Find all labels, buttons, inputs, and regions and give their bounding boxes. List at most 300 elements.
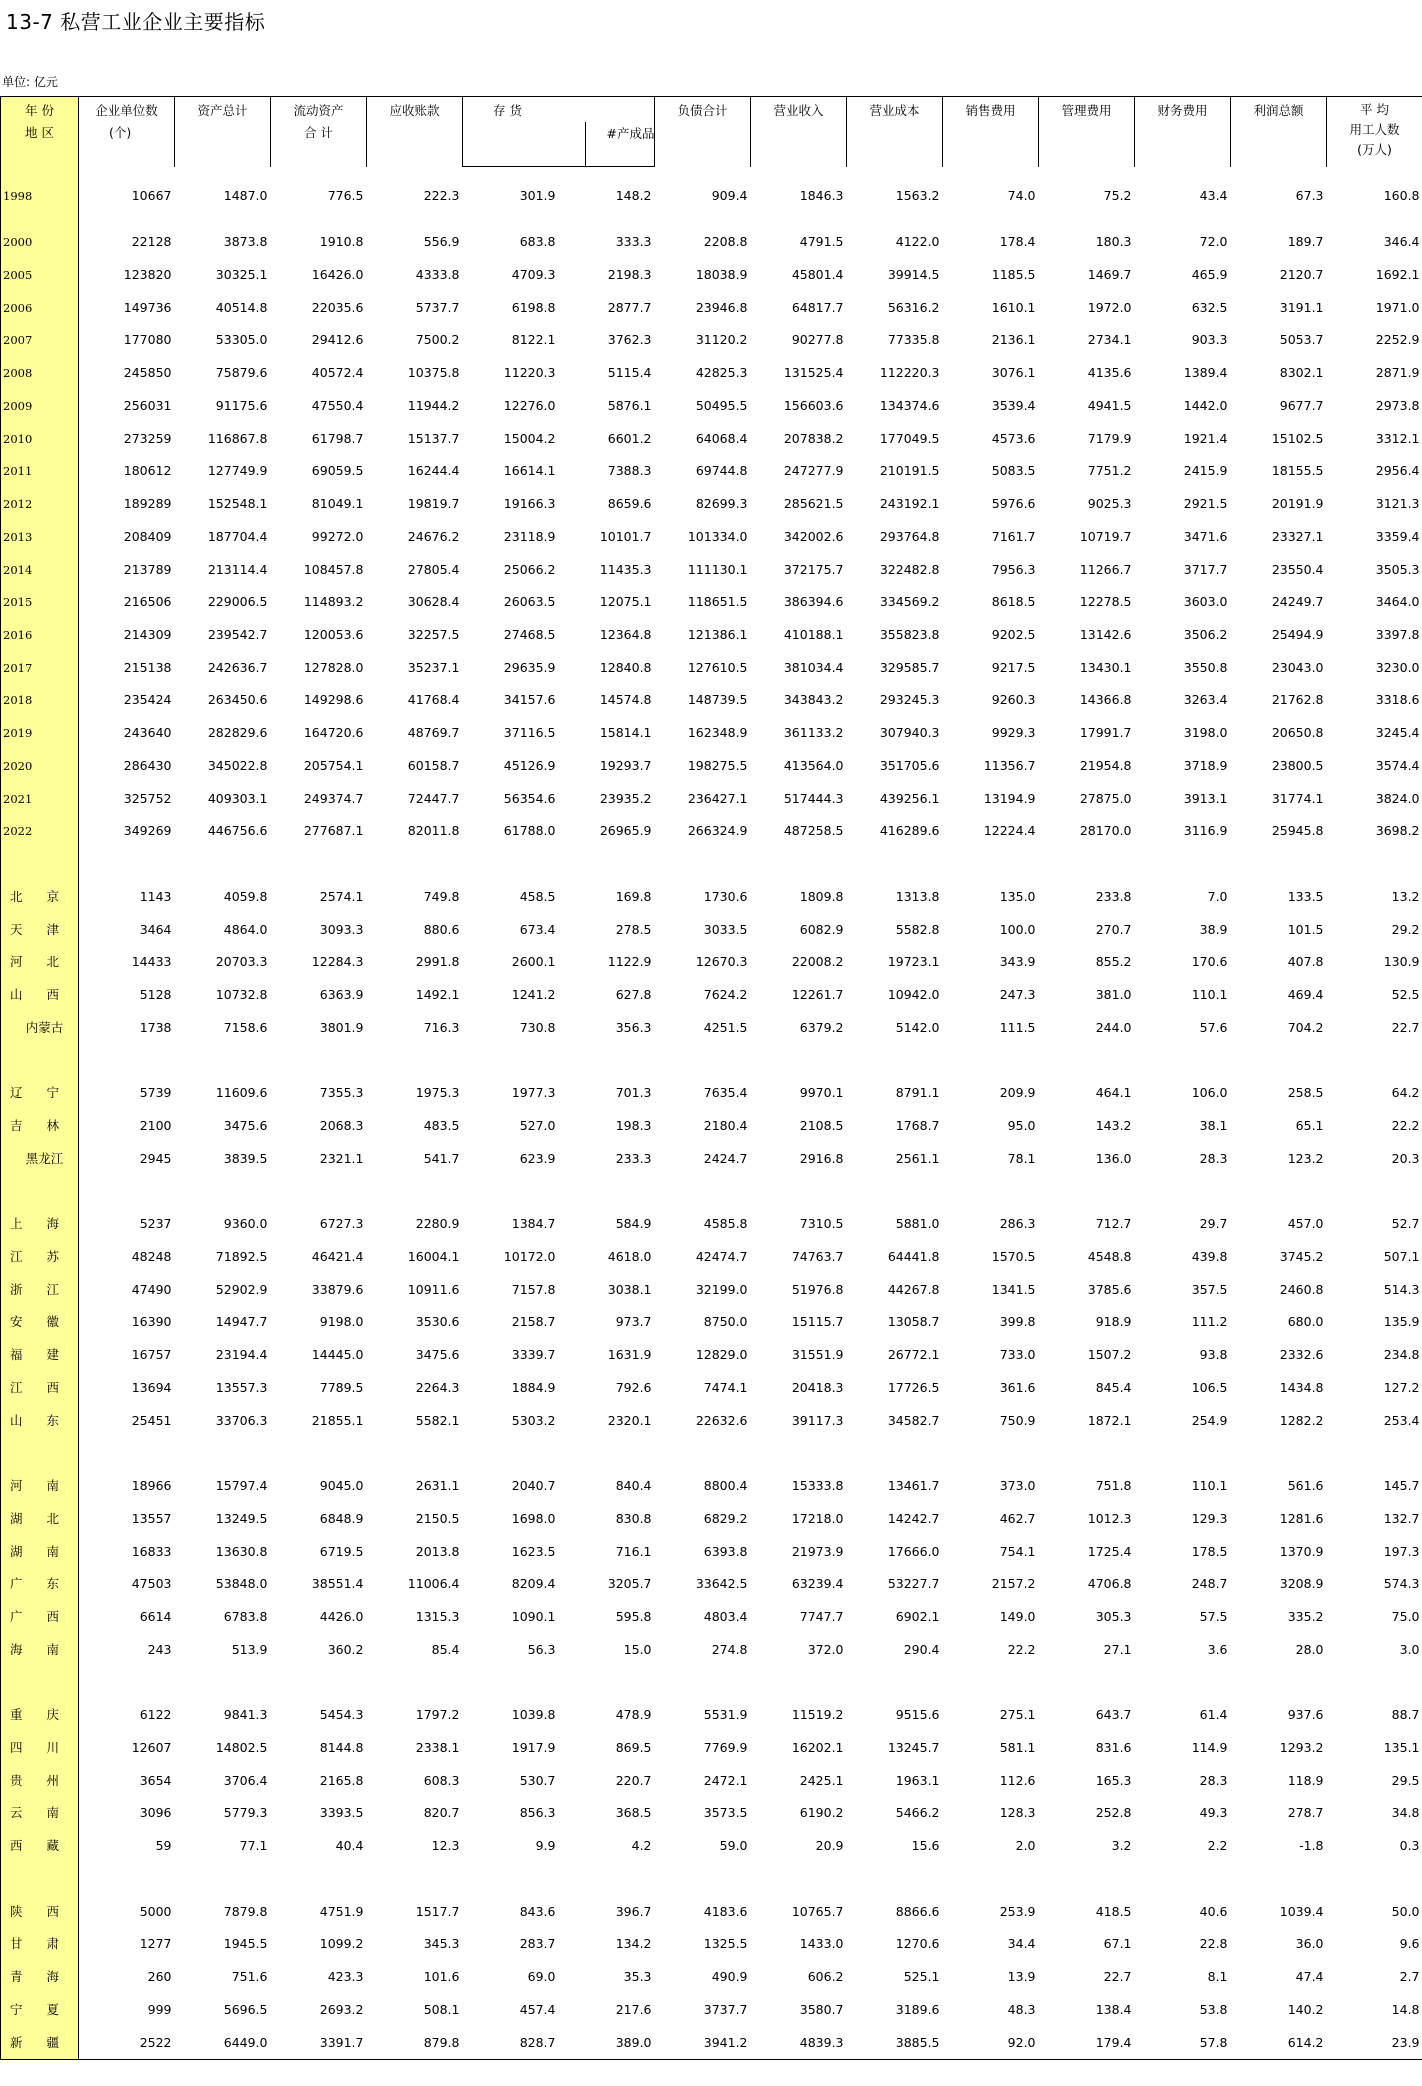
table-cell: 7879.8 [223, 1903, 268, 1919]
table-cell: 10172.0 [503, 1248, 556, 1264]
table-cell: 20703.3 [215, 954, 268, 970]
table-cell: 6379.2 [799, 1019, 844, 1035]
table-cell: 343843.2 [783, 692, 844, 708]
table-row [1, 815, 1422, 848]
table-cell: 1517.7 [415, 1903, 460, 1919]
table-cell: 216506 [123, 594, 172, 610]
table-cell: 222.3 [423, 188, 460, 204]
region-label: 吉 林 [1, 1110, 79, 1143]
table-cell: 3824.0 [1375, 790, 1420, 806]
table-cell: 180.3 [1095, 234, 1132, 250]
table-cell: 508.1 [423, 2001, 460, 2017]
table-cell: 17666.0 [887, 1543, 940, 1559]
table-cell: 2877.7 [607, 299, 652, 315]
table-cell: 820.7 [423, 1805, 460, 1821]
table-cell: 879.8 [367, 2026, 463, 2059]
table-cell [79, 1044, 175, 1077]
table-cell [943, 1044, 1039, 1077]
table-cell: 5115.4 [607, 365, 652, 381]
table-cell: 2338.1 [415, 1739, 460, 1755]
table-cell: 217.6 [615, 2001, 652, 2017]
table-cell [367, 1437, 463, 1470]
table-cell: 15137.7 [407, 430, 460, 446]
table-cell: 8659.6 [607, 496, 652, 512]
table-cell: 248.7 [1191, 1576, 1228, 1592]
table-cell: 418.5 [1095, 1903, 1132, 1919]
table-cell: 13694 [131, 1379, 172, 1395]
table-cell: 19293.7 [599, 757, 652, 773]
col-header-current-assets [271, 97, 367, 167]
table-cell: 4426.0 [319, 1609, 364, 1625]
table-cell: 3116.9 [1183, 823, 1228, 839]
table-cell: 22.2 [1391, 1118, 1420, 1134]
table-cell: 32199.0 [695, 1281, 748, 1297]
table-row [1, 1142, 1422, 1175]
table-cell: 1631.9 [607, 1347, 652, 1363]
table-cell: 135.0 [999, 888, 1036, 904]
table-cell: 285621.5 [783, 496, 844, 512]
table-cell [1039, 1863, 1135, 1896]
table-cell: 214309 [123, 627, 172, 642]
table-cell: 45801.4 [791, 266, 844, 282]
table-cell: 606.2 [807, 1969, 844, 1985]
table-cell: 90277.8 [791, 332, 844, 348]
table-cell: 2040.7 [511, 1478, 556, 1494]
table-cell: 207838.2 [783, 430, 844, 446]
table-cell [1039, 1175, 1135, 1208]
col-header-text: 营业收入 [773, 103, 824, 118]
table-cell: 165.3 [1095, 1772, 1132, 1788]
table-cell: 239542.7 [207, 627, 268, 642]
table-cell [271, 1044, 367, 1077]
table-cell: 3530.6 [415, 1314, 460, 1330]
table-cell: 30325.1 [215, 266, 268, 282]
table-cell: 1972.0 [1087, 299, 1132, 315]
table-cell: 9.9 [535, 1838, 556, 1854]
table-cell: 28.3 [1199, 1150, 1228, 1166]
table-cell: 75879.6 [215, 365, 268, 381]
table-cell: 130.9 [1383, 954, 1420, 970]
table-cell: 3096 [139, 1805, 172, 1821]
table-cell: 973.7 [615, 1314, 652, 1330]
table-cell: 21954.8 [1079, 757, 1132, 773]
table-cell: 3785.6 [1087, 1281, 1132, 1297]
region-label: 广 西 [1, 1601, 79, 1634]
table-cell: 60158.7 [407, 757, 460, 773]
table-cell: 252.8 [1095, 1805, 1132, 1821]
table-cell: 2561.1 [895, 1150, 940, 1166]
table-cell: 9217.5 [991, 659, 1036, 675]
table-cell: 10942.0 [887, 987, 940, 1003]
table-cell: 3397.8 [1375, 627, 1420, 642]
table-cell: 33642.5 [695, 1576, 748, 1592]
table-cell: 243 [147, 1641, 172, 1657]
table-cell: 127610.5 [687, 659, 748, 675]
region-label: 云 南 [1, 1797, 79, 1830]
table-cell: 4618.0 [607, 1248, 652, 1264]
region-label: 四 川 [1, 1732, 79, 1765]
table-cell: 1738 [139, 1019, 172, 1035]
table-cell [559, 848, 655, 881]
table-cell [559, 1863, 655, 1896]
table-cell: 13.9 [1007, 1969, 1036, 1985]
table-cell: 530.7 [519, 1772, 556, 1788]
table-cell: 2100 [139, 1118, 172, 1134]
table-cell: 716.1 [615, 1543, 652, 1559]
col-header-selling-expenses [943, 97, 1039, 167]
table-cell: 189.7 [1287, 234, 1324, 250]
table-cell: 3475.6 [415, 1347, 460, 1363]
spacer-row [1, 1175, 1422, 1208]
table-cell: 234.8 [1383, 1347, 1420, 1363]
table-cell: 42474.7 [695, 1248, 748, 1264]
table-cell [1231, 1044, 1327, 1077]
table-cell [751, 1437, 847, 1470]
table-cell [79, 1437, 175, 1470]
table-cell: 2320.1 [607, 1412, 652, 1428]
table-cell: 258.5 [1287, 1085, 1324, 1101]
table-cell: 9970.1 [799, 1085, 844, 1101]
table-row [1, 1110, 1422, 1143]
table-cell: 13430.1 [1079, 659, 1132, 675]
table-cell: 14433 [131, 954, 172, 970]
table-cell: 10375.8 [407, 365, 460, 381]
table-cell: 132.7 [1383, 1510, 1420, 1526]
table-cell: 5053.7 [1279, 332, 1324, 348]
table-cell: 357.5 [1191, 1281, 1228, 1297]
table-cell [175, 1044, 271, 1077]
table-cell [847, 1175, 943, 1208]
table-cell [751, 848, 847, 881]
spacer-row [1, 1437, 1422, 1470]
table-cell: 11356.7 [983, 757, 1036, 773]
table-cell: 410188.1 [783, 627, 844, 642]
table-cell: 3913.1 [1183, 790, 1228, 806]
table-cell: 145.7 [1383, 1478, 1420, 1494]
table-cell: 16004.1 [407, 1248, 460, 1264]
table-cell [1231, 1666, 1327, 1699]
table-row [1, 488, 1422, 521]
region-label: 上 海 [1, 1208, 79, 1241]
table-cell: 3506.2 [1183, 627, 1228, 642]
table-cell: 1730.6 [703, 888, 748, 904]
spacer-row [1, 1044, 1422, 1077]
table-cell [79, 1175, 175, 1208]
table-cell: 9515.6 [895, 1707, 940, 1723]
indicators-table [0, 96, 1422, 2060]
table-cell: 118.9 [1287, 1772, 1324, 1788]
table-cell: 1884.9 [511, 1379, 556, 1395]
region-label: 广 东 [1, 1568, 79, 1601]
table-cell: 3574.4 [1375, 757, 1420, 773]
table-row [1, 1993, 1422, 2026]
table-cell: 349269 [123, 823, 172, 839]
table-cell [367, 1044, 463, 1077]
table-cell: 220.7 [615, 1772, 652, 1788]
table-cell: 11006.4 [407, 1576, 460, 1592]
table-cell [271, 1175, 367, 1208]
table-cell: 792.6 [615, 1379, 652, 1395]
table-cell: 16202.1 [791, 1739, 844, 1755]
stub-cell [1, 1437, 79, 1470]
table-cell: 12.3 [431, 1838, 460, 1854]
table-cell: 2460.8 [1279, 1281, 1324, 1297]
table-cell: 47550.4 [311, 397, 364, 413]
table-cell: 17218.0 [791, 1510, 844, 1526]
table-cell: 2472.1 [703, 1772, 748, 1788]
table-cell: 3093.3 [319, 921, 364, 937]
table-cell: 3873.8 [223, 234, 268, 250]
table-cell: 483.5 [423, 1118, 460, 1134]
table-cell: 1281.6 [1279, 1510, 1324, 1526]
table-cell: 632.5 [1191, 299, 1228, 315]
table-cell: 143.2 [1095, 1118, 1132, 1134]
year-label: 2009 [1, 390, 79, 423]
table-cell: 361133.2 [783, 725, 844, 741]
table-cell: 127749.9 [207, 463, 268, 479]
table-cell: 293764.8 [879, 528, 940, 544]
table-cell: 464.1 [1095, 1085, 1132, 1101]
table-cell: 487258.5 [783, 823, 844, 839]
table-row [1, 1633, 1422, 1666]
table-cell: 71892.5 [215, 1248, 268, 1264]
table-cell: 72447.7 [407, 790, 460, 806]
table-cell: 24676.2 [407, 528, 460, 544]
table-cell: 3505.3 [1375, 561, 1420, 577]
table-cell: 4251.5 [703, 1019, 748, 1035]
table-cell: 14947.7 [215, 1314, 268, 1330]
table-cell: 48248 [131, 1248, 172, 1264]
table-cell: 11519.2 [791, 1707, 844, 1723]
table-row [1, 357, 1422, 390]
table-cell: 4791.5 [799, 234, 844, 250]
table-cell: 614.2 [1231, 2026, 1327, 2059]
table-cell: 21855.1 [311, 1412, 364, 1428]
col-header-finished-goods: #产成品 [585, 122, 675, 166]
table-cell: 7747.7 [799, 1609, 844, 1625]
table-cell: 164720.6 [303, 725, 364, 741]
table-cell: 20.3 [1391, 1150, 1420, 1166]
table-row [1, 750, 1422, 783]
table-cell: 29.5 [1391, 1772, 1420, 1788]
table-cell: 3654 [139, 1772, 172, 1788]
table-cell: 5737.7 [415, 299, 460, 315]
table-row [1, 979, 1422, 1012]
table-cell: 4941.5 [1087, 397, 1132, 413]
table-cell: 26772.1 [887, 1347, 940, 1363]
col-header-total-assets [175, 97, 271, 167]
table-cell [367, 1863, 463, 1896]
table-cell: 93.8 [1199, 1347, 1228, 1363]
table-cell: 6082.9 [799, 921, 844, 937]
table-cell: 399.8 [999, 1314, 1036, 1330]
table-cell: 42825.3 [695, 365, 748, 381]
col-header-text: 应收账款 [389, 103, 440, 118]
table-cell: 1768.7 [895, 1118, 940, 1134]
table-cell: 2415.9 [1183, 463, 1228, 479]
table-cell: 10732.8 [215, 987, 268, 1003]
table-cell: 14445.0 [311, 1347, 364, 1363]
table-row [1, 226, 1422, 259]
table-cell: 333.3 [615, 234, 652, 250]
table-cell [175, 1175, 271, 1208]
table-cell: 123820 [123, 266, 172, 282]
table-cell: 15115.7 [791, 1314, 844, 1330]
table-cell: 1185.5 [991, 266, 1036, 282]
table-cell: 131525.4 [783, 365, 844, 381]
table-row [1, 553, 1422, 586]
table-row [1, 881, 1422, 914]
table-cell: 34157.6 [503, 692, 556, 708]
table-cell: 37116.5 [503, 725, 556, 741]
table-cell [1135, 848, 1231, 881]
table-cell: 46421.4 [311, 1248, 364, 1264]
table-cell: 12284.3 [311, 954, 364, 970]
table-cell: 584.9 [615, 1216, 652, 1232]
table-cell: 13461.7 [887, 1478, 940, 1494]
table-cell: 345022.8 [207, 757, 268, 773]
table-cell: 178.4 [999, 234, 1036, 250]
table-cell: 59 [155, 1838, 172, 1854]
table-cell [847, 1863, 943, 1896]
table-cell: 61798.7 [311, 430, 364, 446]
table-cell: 23.9 [1327, 2026, 1422, 2059]
table-cell: 389.0 [559, 2026, 655, 2059]
table-row [1, 1273, 1422, 1306]
table-cell: 77335.8 [887, 332, 940, 348]
year-label: 2017 [1, 651, 79, 684]
col-header-text: 销售费用 [965, 103, 1016, 118]
table-cell: 361.6 [999, 1379, 1036, 1395]
year-label: 2006 [1, 291, 79, 324]
table-cell: 32257.5 [407, 627, 460, 642]
table-cell: 712.7 [1095, 1216, 1132, 1232]
col-header-text: 营业成本 [869, 103, 920, 118]
table-cell: 11435.3 [599, 561, 652, 577]
table-cell: 413564.0 [783, 757, 844, 773]
table-cell: 1977.3 [511, 1085, 556, 1101]
table-cell: 843.6 [519, 1903, 556, 1919]
table-cell: 210191.5 [879, 463, 940, 479]
table-cell: 7474.1 [703, 1379, 748, 1395]
table-cell: 6363.9 [319, 987, 364, 1003]
table-cell: 3539.4 [991, 397, 1036, 413]
table-cell: 136.0 [1095, 1150, 1132, 1166]
table-cell: 56.3 [527, 1641, 556, 1657]
table-cell: 22008.2 [791, 954, 844, 970]
table-cell: 1039.4 [1279, 1903, 1324, 1919]
table-cell: 77.1 [239, 1838, 268, 1854]
table-cell [751, 1863, 847, 1896]
table-cell: 17726.5 [887, 1379, 940, 1395]
table-cell [1135, 1044, 1231, 1077]
year-label: 2010 [1, 422, 79, 455]
table-cell: 170.6 [1191, 954, 1228, 970]
table-cell: 2.0 [1015, 1838, 1036, 1854]
table-cell: 1945.5 [223, 1936, 268, 1952]
year-label: 2000 [1, 226, 79, 259]
col-header-text: (万人) [1357, 142, 1392, 157]
table-cell: 19166.3 [503, 496, 556, 512]
table-cell: 1917.9 [511, 1739, 556, 1755]
table-cell: 3885.5 [847, 2026, 943, 2059]
table-cell: 16426.0 [311, 266, 364, 282]
table-cell: 561.6 [1287, 1478, 1324, 1494]
table-row [1, 651, 1422, 684]
col-header-text: 负债合计 [677, 103, 728, 118]
table-cell: 92.0 [943, 2026, 1039, 2059]
table-cell [1135, 1666, 1231, 1699]
table-cell [847, 1666, 943, 1699]
table-cell: 335.2 [1287, 1609, 1324, 1625]
table-cell: 16244.4 [407, 463, 460, 479]
table-cell: 2424.7 [703, 1150, 748, 1166]
region-label: 江 西 [1, 1372, 79, 1405]
table-cell: 45126.9 [503, 757, 556, 773]
table-cell: 7388.3 [607, 463, 652, 479]
table-cell [655, 1437, 751, 1470]
table-cell: 14574.8 [599, 692, 652, 708]
table-cell: 27875.0 [1079, 790, 1132, 806]
table-cell: 263450.6 [207, 692, 268, 708]
table-cell: 35.3 [623, 1969, 652, 1985]
table-cell: 462.7 [999, 1510, 1036, 1526]
table-cell: 33706.3 [215, 1412, 268, 1428]
table-cell: 111.2 [1191, 1314, 1228, 1330]
table-cell: 260 [147, 1969, 172, 1985]
table-cell: 3550.8 [1183, 659, 1228, 675]
table-cell [175, 1666, 271, 1699]
table-cell: 2945 [139, 1150, 172, 1166]
table-cell: 18038.9 [695, 266, 748, 282]
col-header-text: 企业单位数 [95, 103, 158, 118]
table-cell: 135.9 [1383, 1314, 1420, 1330]
table-cell: 2013.8 [415, 1543, 460, 1559]
table-cell: 56316.2 [887, 299, 940, 315]
table-cell: 7769.9 [703, 1739, 748, 1755]
table-cell: 4585.8 [703, 1216, 748, 1232]
table-cell: 233.3 [615, 1150, 652, 1166]
table-cell: 730.8 [519, 1019, 556, 1035]
table-cell: 5128 [139, 987, 172, 1003]
table-cell: 36.0 [1295, 1936, 1324, 1952]
table-cell: 152548.1 [207, 496, 268, 512]
table-row [1, 586, 1422, 619]
table-cell: 29412.6 [311, 332, 364, 348]
table-cell: 38551.4 [311, 1576, 364, 1592]
table-cell: 229006.5 [207, 594, 268, 610]
table-cell: 31551.9 [791, 1347, 844, 1363]
table-cell: 59.0 [719, 1838, 748, 1854]
table-cell: 243192.1 [879, 496, 940, 512]
year-label: 1998 [1, 167, 79, 226]
table-row [1, 782, 1422, 815]
table-cell: 25494.9 [1271, 627, 1324, 642]
table-cell: 198275.5 [687, 757, 748, 773]
table-cell: 40.4 [335, 1838, 364, 1854]
table-cell: 31774.1 [1271, 790, 1324, 806]
table-cell: 373.0 [999, 1478, 1036, 1494]
table-cell: 446756.6 [207, 823, 268, 839]
table-cell [655, 1175, 751, 1208]
table-cell: 3717.7 [1183, 561, 1228, 577]
table-cell: 198.3 [615, 1118, 652, 1134]
col-header-cost [847, 97, 943, 167]
table-cell: 1012.3 [1087, 1510, 1132, 1526]
table-cell: 1241.2 [511, 987, 556, 1003]
table-cell: 3263.4 [1183, 692, 1228, 708]
table-cell: 334569.2 [879, 594, 940, 610]
